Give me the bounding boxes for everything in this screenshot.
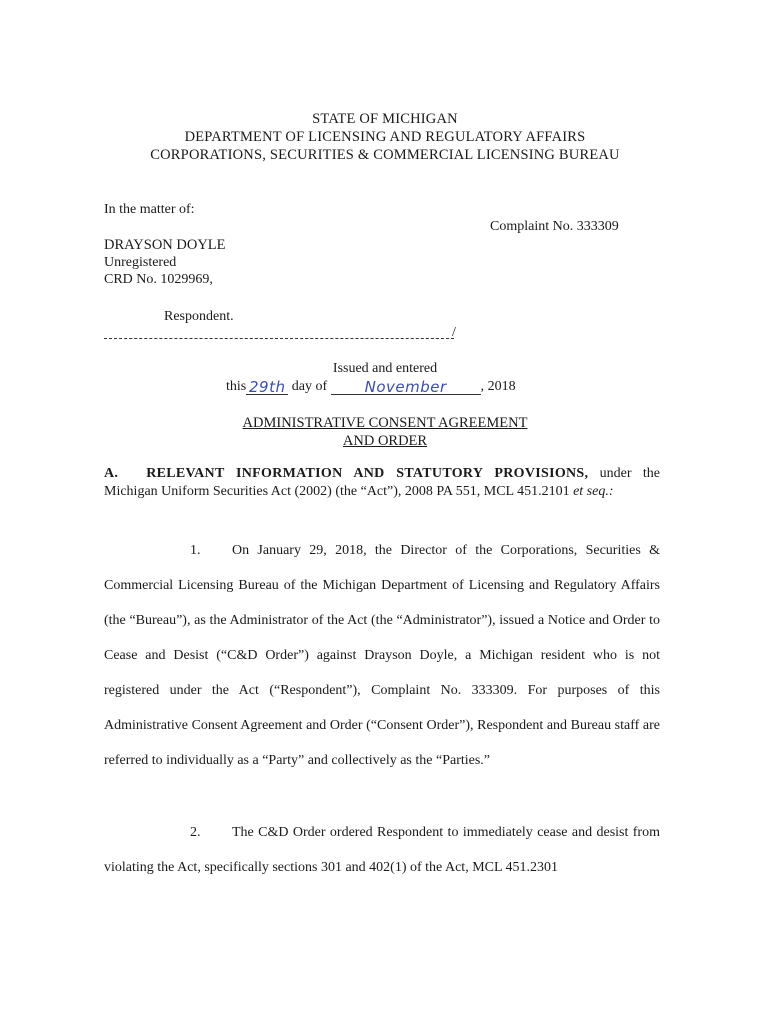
section-a — [104, 465, 660, 501]
caption-divider — [104, 338, 454, 339]
section-a-et-seq: et seq.: — [573, 484, 614, 499]
in-the-matter-of: In the matter of: — [104, 202, 195, 217]
header-department: DEPARTMENT OF LICENSING AND REGULATORY AFFAIRS — [184, 129, 586, 145]
header-state: STATE OF MICHIGAN — [312, 111, 458, 127]
section-a-text: under the Michigan Uniform Securities Act (2002) (the “Act”), 2008 PA 551, MCL 451.2101 — [104, 466, 660, 499]
issued-date-line — [226, 378, 516, 395]
year: , 2018 — [480, 379, 516, 394]
document-header — [100, 110, 670, 164]
paragraph-2 — [104, 815, 660, 885]
day-blank — [246, 378, 288, 395]
respondent-status: Unregistered — [104, 255, 177, 270]
header-bureau: CORPORATIONS, SECURITIES & COMMERCIAL LICENSING BUREAU — [150, 147, 620, 163]
month-blank — [331, 378, 481, 395]
caption-slash: / — [452, 325, 456, 340]
respondent-name: DRAYSON DOYLE — [104, 237, 226, 253]
paragraph-1-text: On January 29, 2018, the Director of the Corporations, Securities & Commercial Licensing Bureau of the Michigan Department of Licensing and Regulatory Affairs (the “Bureau”), as the Administrator of the Act (the “Administrator”), issued a Notice and Order to Cease and Desist (“C&D Order”) against Drayson Doyle, a Michigan resident who is not registered under the Act (“Respondent”), Complaint No. 333309. For purposes of this Administrative Consent Agreement and Order (“Consent Order”), Respondent and Bureau staff are referred to individually as a “Party” and collectively as the “Parties.” — [104, 543, 660, 768]
issued-entered: Issued and entered — [332, 361, 438, 376]
paragraph-1 — [104, 533, 660, 778]
day-handwritten: 29th — [248, 378, 286, 396]
day-of-word: day of — [291, 379, 328, 394]
month-handwritten: November — [364, 378, 447, 396]
respondent-label: Respondent. — [164, 309, 234, 324]
respondent-crd: CRD No. 1029969, — [104, 272, 213, 287]
paragraph-2-text: The C&D Order ordered Respondent to immediately cease and desist from violating the Act, specifically sections 301 and 402(1) of the Act, MCL 451.2301 — [104, 825, 660, 875]
section-a-heading: RELEVANT INFORMATION AND STATUTORY PROVISIONS, — [146, 466, 589, 481]
complaint-number: Complaint No. 333309 — [490, 219, 619, 234]
title-line-1: ADMINISTRATIVE CONSENT AGREEMENT — [242, 415, 528, 431]
paragraph-1-number: 1. — [190, 543, 201, 558]
document-title — [150, 414, 620, 450]
section-a-label: A. — [104, 466, 119, 481]
title-line-2: AND ORDER — [342, 433, 428, 449]
paragraph-2-number: 2. — [190, 825, 201, 840]
this-word: this — [226, 379, 247, 394]
